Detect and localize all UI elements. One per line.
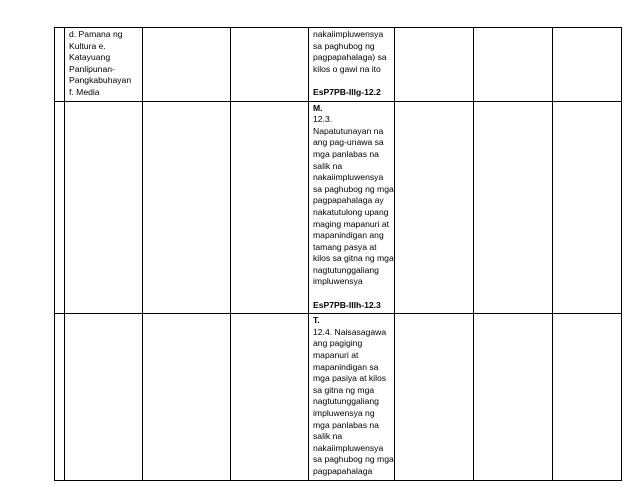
cell-empty xyxy=(553,28,622,102)
cell-empty xyxy=(143,28,231,102)
text-line: kilos sa gitna ng mga xyxy=(313,253,394,264)
cell-empty xyxy=(231,101,309,314)
competency-code: EsP7PB-IIIh-12.3 xyxy=(313,299,381,310)
text-line: d. Pamana ng xyxy=(69,29,123,39)
cell-competency xyxy=(309,314,395,480)
text-line: nakaiimpluwensya xyxy=(313,29,384,39)
text-line: Katayuang xyxy=(69,52,111,63)
text-line: nakaiimpluwensya xyxy=(313,442,384,453)
cell-empty xyxy=(231,314,309,480)
competency-label: T. xyxy=(313,315,320,326)
line-gap xyxy=(313,75,391,87)
text-line: impluwensya xyxy=(313,276,363,287)
text-line: ang pag-unawa sa xyxy=(313,137,384,148)
text-line: pagpapahalaga ay xyxy=(313,195,384,206)
text-line: mga panlabas na xyxy=(313,419,379,430)
text-line: nagtutunggaliang xyxy=(313,264,379,275)
cell-empty xyxy=(395,314,474,480)
text-line: mapanindigan sa xyxy=(313,361,379,372)
cell-empty xyxy=(474,28,553,102)
table-row xyxy=(55,28,622,102)
cell-col-a xyxy=(55,28,65,102)
text-line: impluwensya ng xyxy=(313,408,375,418)
text-line: salik na xyxy=(313,160,343,171)
text-line: sa paghubog ng xyxy=(313,40,375,51)
cell-empty xyxy=(65,101,143,314)
cell-competency xyxy=(309,28,395,102)
text-line: 12.3. xyxy=(313,114,333,125)
text-line: nagtutunggaliang xyxy=(313,396,379,407)
text-line: mga pasiya at kilos xyxy=(313,373,387,384)
text-line: tamang pasya at xyxy=(313,241,377,252)
text-line: sa gitna ng mga xyxy=(313,384,375,395)
cell-empty xyxy=(474,101,553,314)
competency-code: EsP7PB-IIIg-12.2 xyxy=(313,86,381,97)
cell-empty xyxy=(65,314,143,480)
text-line: kilos o gawi na ito xyxy=(313,63,381,74)
text-line: 12.4. Naisasagawa xyxy=(313,326,387,337)
cell-content-topic xyxy=(65,28,143,102)
cell-empty xyxy=(143,101,231,314)
text-line: Kultura e. xyxy=(69,40,106,51)
cell-competency xyxy=(309,101,395,314)
table-row xyxy=(55,314,622,480)
text-line: Napatutunayan na xyxy=(313,125,384,136)
text-line: mapanuri at xyxy=(313,350,359,361)
text-line: mga panlabas na xyxy=(313,148,379,159)
cell-empty xyxy=(395,101,474,314)
cell-empty xyxy=(553,101,622,314)
cell-empty xyxy=(395,28,474,102)
text-line: sa paghubog ng mga xyxy=(313,454,394,465)
text-line: pagpapahalaga xyxy=(313,465,373,476)
text-line: sa paghubog ng mga xyxy=(313,183,394,194)
text-line: ang pagiging xyxy=(313,338,363,349)
text-line: salik na xyxy=(313,431,343,442)
cell-col-a xyxy=(55,101,65,314)
cell-empty xyxy=(553,314,622,480)
line-gap xyxy=(313,288,391,300)
text-line: mapanindigan ang xyxy=(313,230,384,241)
text-line: Pangkabuhayan xyxy=(69,75,132,86)
text-line: Panlipunan- xyxy=(69,63,115,74)
text-line: nakaiimpluwensya xyxy=(313,172,384,183)
cell-col-a xyxy=(55,314,65,480)
competency-label: M. xyxy=(313,102,323,113)
cell-empty xyxy=(143,314,231,480)
text-line: nakatutulong upang xyxy=(313,206,389,217)
table-row xyxy=(55,101,622,314)
text-line: maging mapanuri at xyxy=(313,218,389,229)
cell-empty xyxy=(231,28,309,102)
text-line: f. Media xyxy=(69,86,100,97)
curriculum-table xyxy=(54,27,622,481)
text-line: pagpapahalaga) sa xyxy=(313,52,387,63)
cell-empty xyxy=(474,314,553,480)
